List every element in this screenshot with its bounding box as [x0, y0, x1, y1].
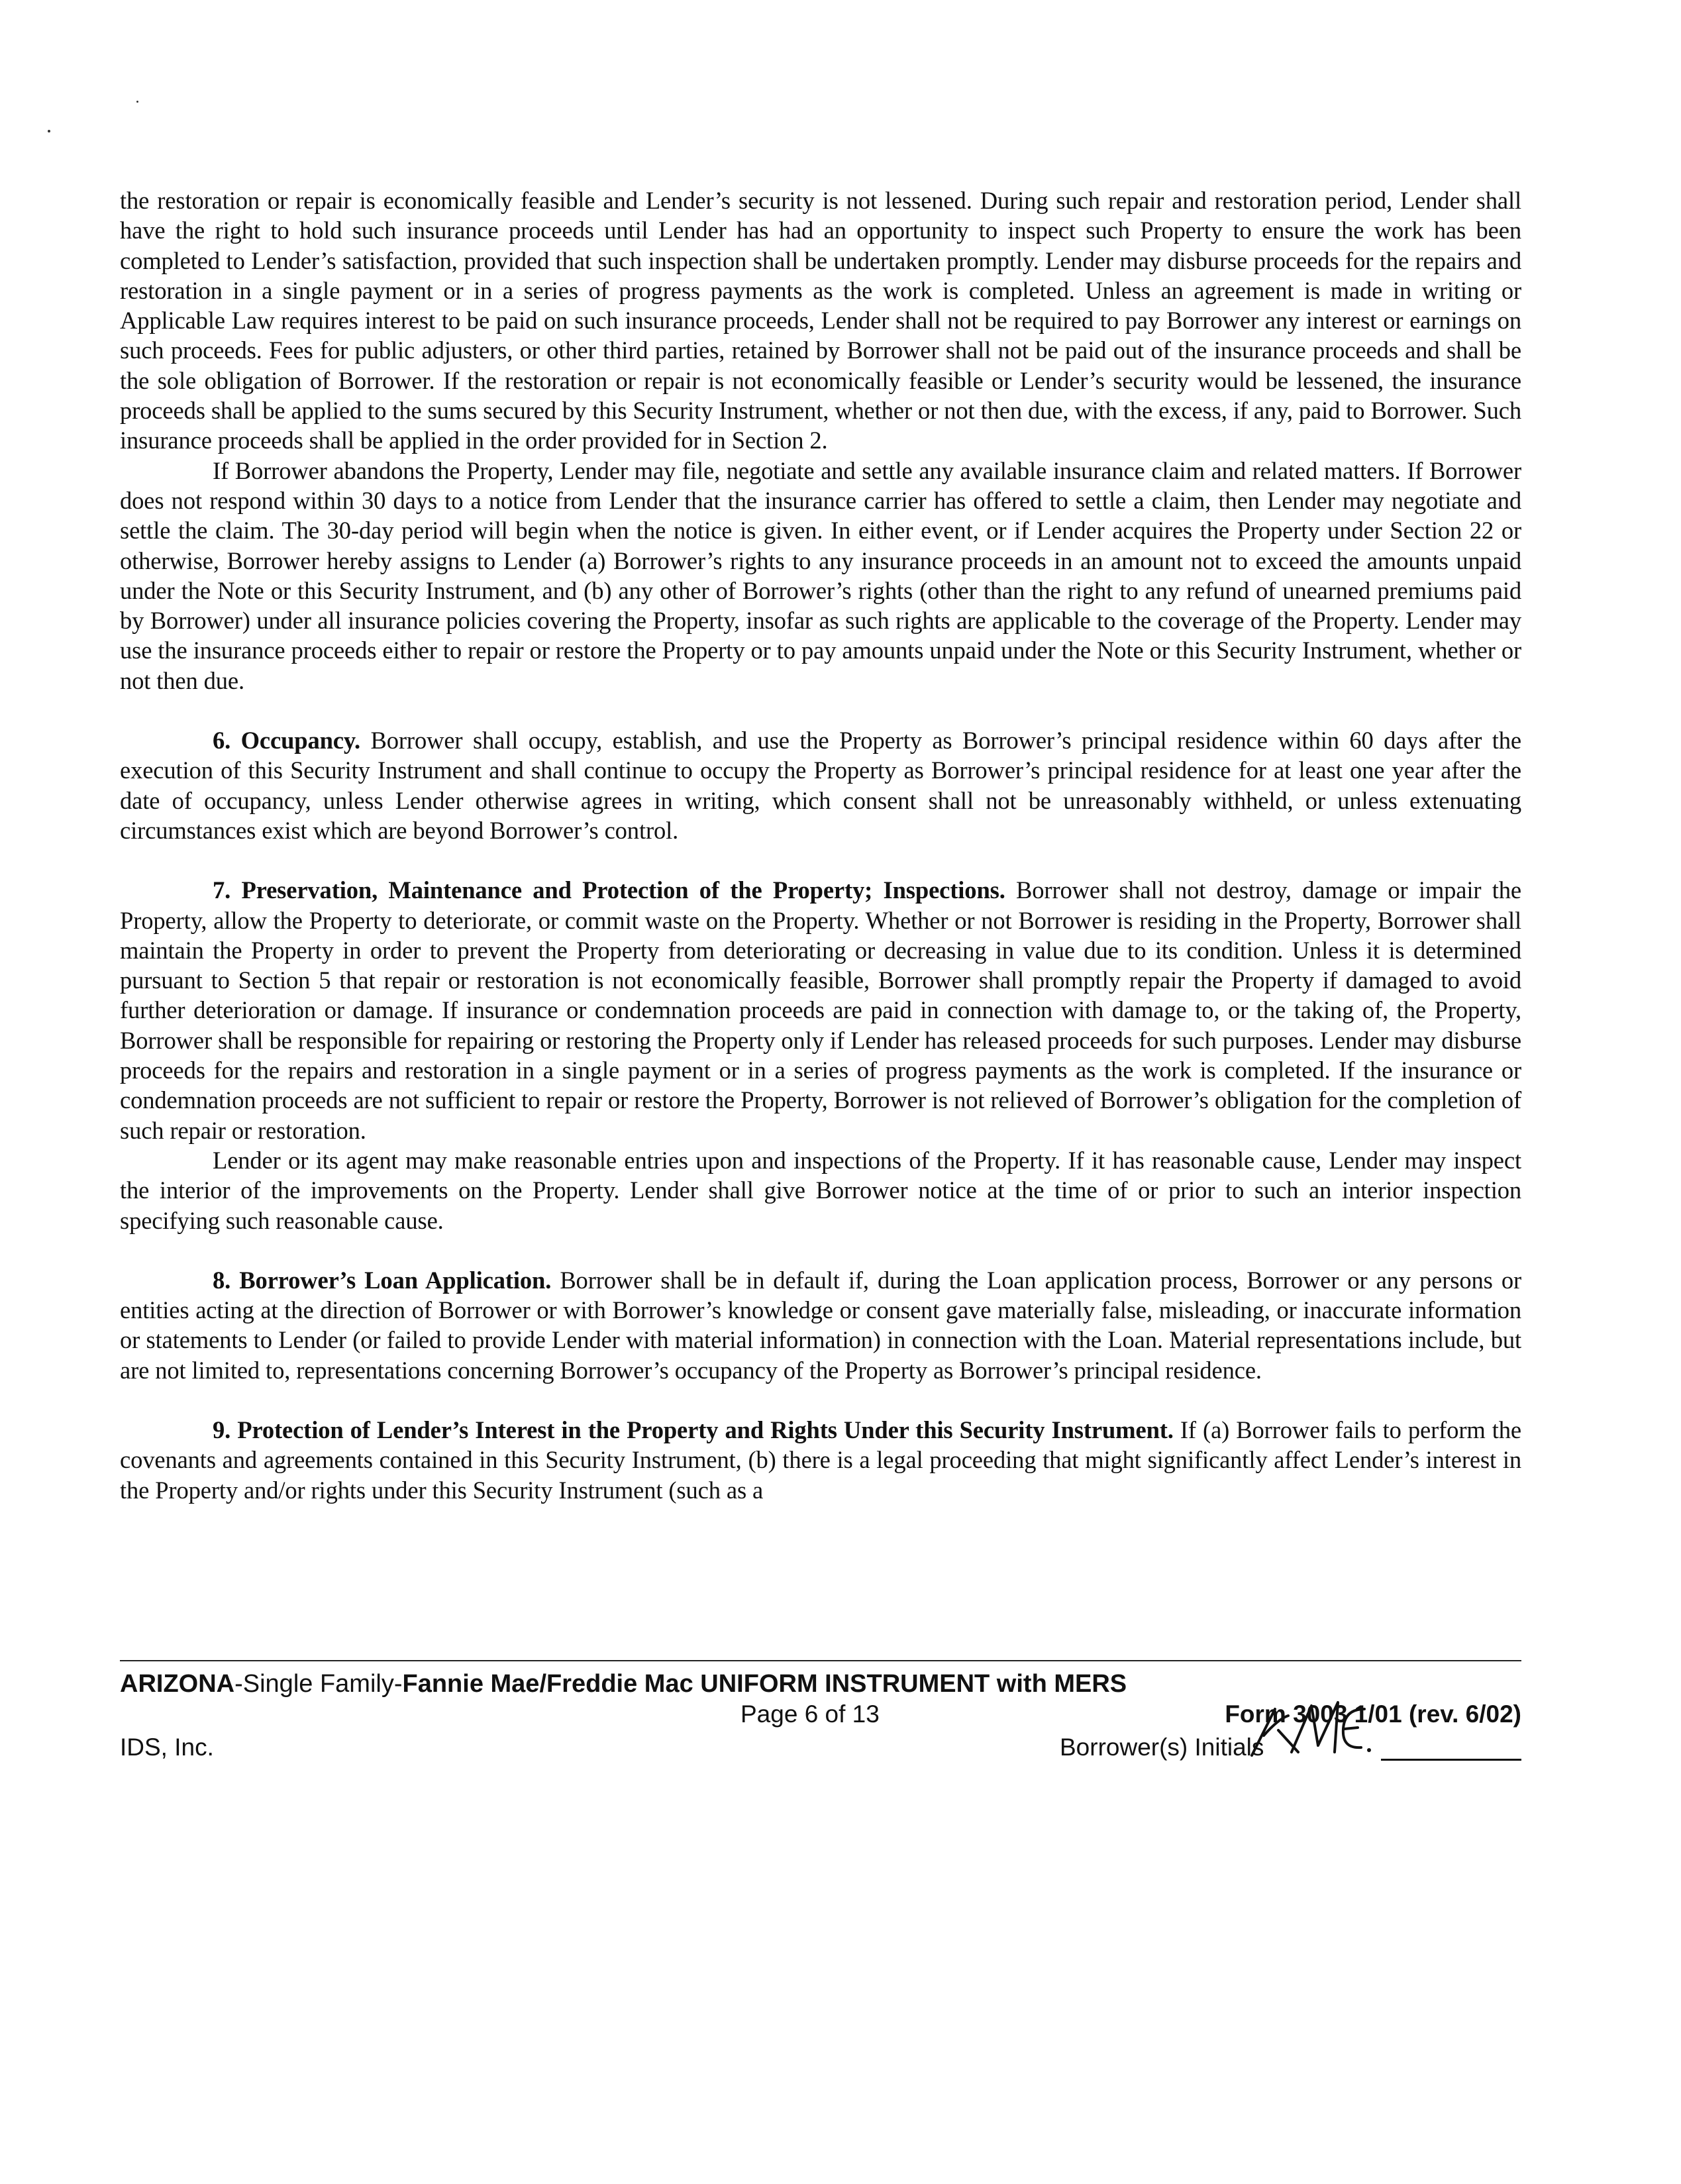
initials-label: Borrower(s) Initials — [1060, 1734, 1264, 1761]
section-8-loan-application — [120, 1265, 1521, 1385]
section-7-inspections: Lender or its agent may make reasonable entries upon and inspections of the Property. If it has reasonable cause, Lender may inspect the interior of the improvements on the Property. Lender shall give Borrower notice at the time of or prior to such an interior inspection specifying such reasonable cause. — [120, 1146, 1521, 1234]
form-number: Form 3003 1/01 (rev. 6/02) — [1225, 1700, 1521, 1728]
footer-divider — [120, 1660, 1521, 1661]
document-body — [120, 185, 1521, 1505]
section-9-heading: 9. Protection of Lender’s Interest in the Property and Rights Under this Security Instrument. — [213, 1416, 1174, 1443]
section-6-occupancy — [120, 725, 1521, 845]
section-6-text: Borrower shall occupy, establish, and use the Property as Borrower’s principal residence within 60 days after the execution of this Security Instrument and shall continue to occupy the Property as Borrower’s principal residence for at least one year after the date of occupancy, unless Lender otherwise agrees in writing, which consent shall not be unreasonably withheld, or unless extenuating circumstances exist which are beyond Borrower’s control. — [120, 727, 1521, 844]
footer-dash: -Single Family- — [234, 1670, 403, 1698]
paragraph-abandonment: If Borrower abandons the Property, Lender may file, negotiate and settle any available insurance claim and related matters. If Borrower does not respond within 30 days to a notice from Lender that the insurance carrier has offered to settle a claim, then Lender may negotiate and settle the claim. The 30-day period will begin when the notice is given. In either event, or if Lender acquires the Property under Section 22 or otherwise, Borrower hereby assigns to Lender (a) Borrower’s rights to any insurance proceeds in an amount not to exceed the amounts unpaid under the Note or this Security Instrument, and (b) any other of Borrower’s rights (other than the right to any refund of unearned premiums paid by Borrower) under all insurance policies covering the Property, insofar as such rights are applicable to the coverage of the Property. Lender may use the insurance proceeds either to repair or restore the Property or to pay amounts unpaid under the Note or this Security Instrument, whether or not then due. — [120, 456, 1521, 694]
handwritten-initials-signature — [1239, 1689, 1378, 1762]
section-6-heading: 6. Occupancy. — [213, 727, 361, 754]
section-7-preservation — [120, 875, 1521, 1145]
section-9-text: If (a) Borrower fails to perform the covenants and agreements contained in this Security Instrument, (b) there is a legal proceeding that might significantly affect Lender’s interest in the Property and/or rights under this Security Instrument (such as a — [120, 1416, 1521, 1504]
page-number: Page 6 of 13 — [740, 1700, 880, 1728]
section-8-text: Borrower shall be in default if, during the Loan application process, Borrower or any persons or entities acting at the direction of Borrower or with Borrower’s knowledge or consent gave materially false, misleading, or inaccurate information or statements to Lender (or failed to provide Lender with material information) in connection with the Loan. Material representations include, but are not limited to, representations concerning Borrower’s occupancy of the Property as Borrower’s principal residence. — [120, 1266, 1521, 1384]
footer-state: ARIZONA — [120, 1670, 235, 1698]
vendor-name: IDS, Inc. — [120, 1734, 214, 1761]
section-8-heading: 8. Borrower’s Loan Application. — [213, 1266, 552, 1294]
paragraph-insurance-restoration: the restoration or repair is economically feasible and Lender’s security is not lessened. During such repair and restoration period, Lender shall have the right to hold such insurance proceeds until Lender has had an opportunity to inspect such Property to ensure the work has been completed to Lender’s satisfaction, provided that such inspection shall be undertaken promptly. Lender may disburse proceeds for the repairs and restoration in a single payment or in a series of progress payments as the work is completed. Unless an agreement is made in writing or Applicable Law requires interest to be paid on such insurance proceeds, Lender shall not be required to pay Borrower any interest or earnings on such proceeds. Fees for public adjusters, or other third parties, retained by Borrower shall not be paid out of the insurance proceeds and shall be the sole obligation of Borrower. If the restoration or repair is not economically feasible or Lender’s security would be lessened, the insurance proceeds shall be applied to the sums secured by this Security Instrument, whether or not then due, with the excess, if any, paid to Borrower. Such insurance proceeds shall be applied in the order provided for in Section 2. — [120, 187, 1521, 454]
footer-title — [120, 1669, 1127, 1698]
section-7-text: Borrower shall not destroy, damage or impair the Property, allow the Property to deteriorate, or commit waste on the Property. Whether or not Borrower is residing in the Property, Borrower shall maintain the Property in order to prevent the Property from deteriorating or decreasing in value due to its condition. Unless it is determined pursuant to Section 5 that repair or restoration is not economically feasible, Borrower shall promptly repair the Property if damaged to avoid further deterioration or damage. If insurance or condemnation proceeds are paid in connection with damage to, or the taking of, the Property, Borrower shall be responsible for repairing or restoring the Property only if Lender has released proceeds for such purposes. Lender may disburse proceeds for the repairs and restoration in a single payment or in a series of progress payments as the work is completed. If the insurance or condemnation proceeds are not sufficient to repair or restore the Property, Borrower is not relieved of Borrower’s obligation for the completion of such repair or restoration. — [120, 876, 1521, 1144]
footer-instrument: Fannie Mae/Freddie Mac UNIFORM INSTRUMENT with MERS — [402, 1670, 1127, 1698]
scan-speck — [136, 101, 138, 103]
section-7-heading: 7. Preservation, Maintenance and Protection of the Property; Inspections. — [213, 876, 1005, 904]
section-9-protection — [120, 1415, 1521, 1505]
scan-speck — [48, 130, 50, 132]
initials-line — [1381, 1759, 1521, 1761]
